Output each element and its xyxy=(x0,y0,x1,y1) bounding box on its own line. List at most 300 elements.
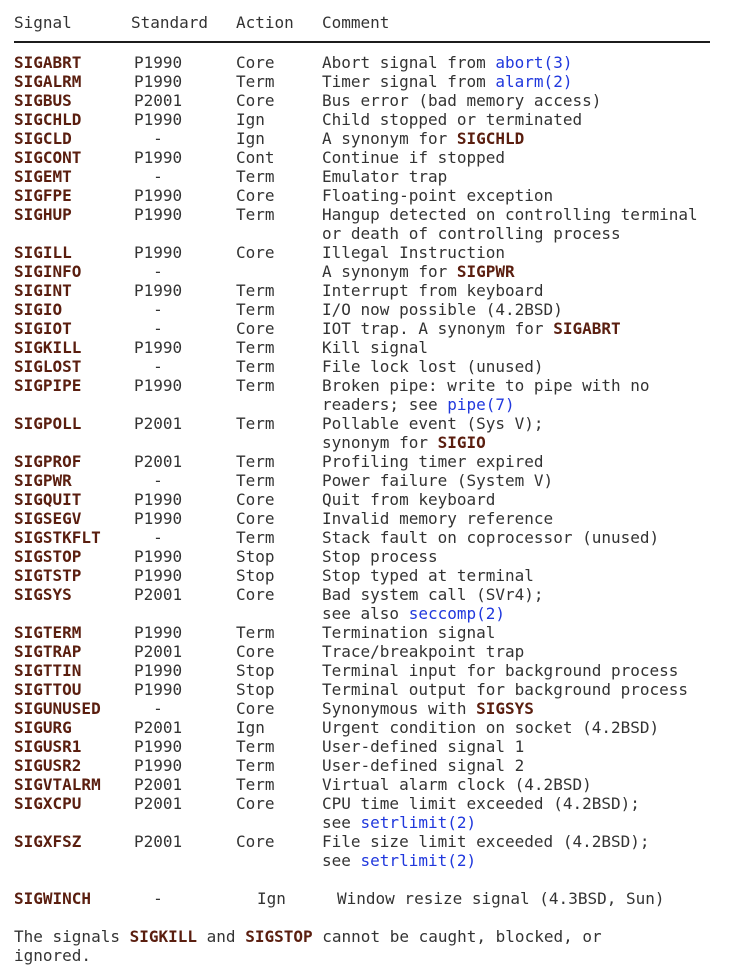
standard-cell: P2001 xyxy=(134,794,183,813)
comment-line xyxy=(322,110,739,129)
standard-cell: P1990 xyxy=(134,72,183,91)
comment-line xyxy=(322,737,739,756)
comment-text: Child stopped or terminated xyxy=(322,110,583,129)
action-cell: Ign xyxy=(236,718,265,737)
comment-line xyxy=(322,756,739,775)
comment-text: synonym for xyxy=(322,433,438,452)
signal-name: SIGXCPU xyxy=(14,794,82,813)
comment-line xyxy=(322,661,739,680)
comment-text: Abort signal from xyxy=(322,53,496,72)
standard-cell: P1990 xyxy=(134,148,183,167)
comment-cell xyxy=(322,661,739,680)
comment-cell xyxy=(322,737,739,756)
table-row-sigstkflt xyxy=(14,528,739,547)
action-cell: Stop xyxy=(236,661,275,680)
standard-cell: - xyxy=(153,319,163,338)
signal-name: SIGPROF xyxy=(14,452,82,471)
action-cell: Core xyxy=(236,794,275,813)
comment-text: Stack fault on coprocessor (unused) xyxy=(322,528,660,547)
table-row-sigpipe xyxy=(14,376,739,414)
table-row-sigquit xyxy=(14,490,739,509)
action-cell: Term xyxy=(236,376,275,395)
signal-name: SIGPWR xyxy=(14,471,72,490)
signal-name: SIGWINCH xyxy=(14,889,92,908)
comment-line xyxy=(322,72,739,91)
column-header-standard: Standard xyxy=(131,13,209,32)
comment-cell xyxy=(322,319,739,338)
action-cell: Term xyxy=(236,300,275,319)
action-cell: Core xyxy=(236,699,275,718)
standard-cell: P2001 xyxy=(134,718,183,737)
signal-name: SIGTTIN xyxy=(14,661,82,680)
comment-line xyxy=(322,338,739,357)
table-row-sighup xyxy=(14,205,739,243)
comment-text: Urgent condition on socket (4.2BSD) xyxy=(322,718,660,737)
comment-cell xyxy=(322,338,739,357)
comment-text: cannot be caught, blocked, or xyxy=(312,927,602,946)
signal-name: SIGEMT xyxy=(14,167,72,186)
signal-name: SIGVTALRM xyxy=(14,775,101,794)
action-cell: Stop xyxy=(236,547,275,566)
table-row-sigio xyxy=(14,300,739,319)
table-row-sigunused xyxy=(14,699,739,718)
signal-name: SIGUNUSED xyxy=(14,699,101,718)
action-cell: Core xyxy=(236,53,275,72)
comment-line xyxy=(322,91,739,110)
comment-cell xyxy=(322,775,739,794)
action-cell: Core xyxy=(236,509,275,528)
comment-line xyxy=(322,376,739,395)
standard-cell: P1990 xyxy=(134,338,183,357)
action-cell: Core xyxy=(236,243,275,262)
signal-name: SIGILL xyxy=(14,243,72,262)
table-row-sigcld xyxy=(14,129,739,148)
action-cell: Term xyxy=(236,756,275,775)
signal-name: SIGSEGV xyxy=(14,509,82,528)
comment-text: Terminal input for background process xyxy=(322,661,679,680)
standard-cell: P2001 xyxy=(134,452,183,471)
action-cell: Ign xyxy=(257,889,286,908)
table-row-sigusr2 xyxy=(14,756,739,775)
comment-text: Broken pipe: write to pipe with no xyxy=(322,376,650,395)
action-cell: Term xyxy=(236,775,275,794)
comment-line xyxy=(322,528,739,547)
comment-cell xyxy=(322,262,739,281)
signal-name: SIGTTOU xyxy=(14,680,82,699)
comment-line xyxy=(322,243,739,262)
comment-line xyxy=(322,718,739,737)
signal-ref: SIGABRT xyxy=(553,319,621,338)
comment-text: readers; see xyxy=(322,395,448,414)
table-row-sigvtalrm xyxy=(14,775,739,794)
standard-cell: P1990 xyxy=(134,110,183,129)
action-cell: Stop xyxy=(236,680,275,699)
man-page-link[interactable]: alarm(2) xyxy=(495,72,573,91)
signal-ref: SIGSYS xyxy=(476,699,534,718)
comment-text: Synonymous with xyxy=(322,699,477,718)
comment-cell xyxy=(322,72,739,91)
comment-text: Pollable event (Sys V); xyxy=(322,414,544,433)
standard-cell: P2001 xyxy=(134,642,183,661)
comment-cell xyxy=(322,186,739,205)
comment-text: The signals xyxy=(14,927,130,946)
action-cell: Term xyxy=(236,205,275,224)
comment-text: Stop typed at terminal xyxy=(322,566,534,585)
table-row-sigemt xyxy=(14,167,739,186)
standard-cell: - xyxy=(153,167,163,186)
action-cell: Core xyxy=(236,585,275,604)
man-page-link[interactable]: seccomp(2) xyxy=(408,604,506,623)
comment-cell xyxy=(322,585,739,623)
table-row-sigterm xyxy=(14,623,739,642)
comment-line xyxy=(322,604,739,623)
comment-line xyxy=(322,224,739,243)
signal-ref: SIGPWR xyxy=(456,262,515,281)
comment-line xyxy=(322,490,739,509)
comment-text: Profiling timer expired xyxy=(322,452,544,471)
action-cell: Ign xyxy=(236,110,265,129)
signal-name: SIGTRAP xyxy=(14,642,82,661)
table-row-sigcont xyxy=(14,148,739,167)
comment-text: Bus error (bad memory access) xyxy=(322,91,602,110)
comment-cell xyxy=(322,528,739,547)
comment-cell xyxy=(322,642,739,661)
standard-cell: P1990 xyxy=(134,661,183,680)
action-cell: Term xyxy=(236,414,275,433)
comment-line xyxy=(322,623,739,642)
comment-cell xyxy=(322,205,739,243)
action-cell: Core xyxy=(236,186,275,205)
action-cell: Term xyxy=(236,737,275,756)
signal-name: SIGSTOP xyxy=(14,547,82,566)
standard-cell: P2001 xyxy=(134,585,183,604)
table-row-sigkill xyxy=(14,338,739,357)
standard-cell: - xyxy=(153,889,163,908)
comment-text: Termination signal xyxy=(322,623,496,642)
comment-line xyxy=(322,262,739,281)
comment-cell xyxy=(322,718,739,737)
table-header-row xyxy=(14,13,739,32)
comment-text: see xyxy=(322,851,361,870)
action-cell: Cont xyxy=(236,148,275,167)
table-row-sigint xyxy=(14,281,739,300)
comment-text: Power failure (System V) xyxy=(322,471,554,490)
signal-ref: SIGSTOP xyxy=(245,927,313,946)
standard-cell: P1990 xyxy=(134,205,183,224)
standard-cell: - xyxy=(153,471,163,490)
standard-cell: P2001 xyxy=(134,91,183,110)
action-cell: Core xyxy=(236,642,275,661)
table-row-sigurg xyxy=(14,718,739,737)
comment-line xyxy=(337,889,739,908)
comment-line xyxy=(322,281,739,300)
footer-gap xyxy=(14,908,739,927)
standard-cell: P1990 xyxy=(134,566,183,585)
comment-cell xyxy=(337,889,739,908)
standard-cell: P1990 xyxy=(134,281,183,300)
standard-cell: P1990 xyxy=(134,756,183,775)
standard-cell: - xyxy=(153,262,163,281)
comment-text: CPU time limit exceeded (4.2BSD); xyxy=(322,794,640,813)
comment-cell xyxy=(322,110,739,129)
standard-cell: P1990 xyxy=(134,623,183,642)
table-row-sigpwr xyxy=(14,471,739,490)
standard-cell: P1990 xyxy=(134,547,183,566)
comment-text: and xyxy=(197,927,246,946)
table-row-sigfpe xyxy=(14,186,739,205)
action-cell: Core xyxy=(236,91,275,110)
table-row-sigxfsz xyxy=(14,832,739,870)
signal-name: SIGPIPE xyxy=(14,376,82,395)
table-rule xyxy=(14,41,710,43)
table-row-sigstop xyxy=(14,547,739,566)
table-row-sigttou xyxy=(14,680,739,699)
standard-cell: P1990 xyxy=(134,376,183,395)
signal-name: SIGINFO xyxy=(14,262,82,281)
comment-text: Timer signal from xyxy=(322,72,496,91)
table-row-siginfo xyxy=(14,262,739,281)
comment-cell xyxy=(322,490,739,509)
standard-cell: P1990 xyxy=(134,53,183,72)
comment-cell xyxy=(322,300,739,319)
comment-cell xyxy=(322,148,739,167)
signal-name: SIGIOT xyxy=(14,319,72,338)
table-row-siglost xyxy=(14,357,739,376)
comment-cell xyxy=(322,699,739,718)
comment-line xyxy=(322,547,739,566)
comment-text: Trace/breakpoint trap xyxy=(322,642,525,661)
action-cell: Term xyxy=(236,452,275,471)
action-cell: Ign xyxy=(236,129,265,148)
signal-name: SIGUSR1 xyxy=(14,737,82,756)
table-row-sigalrm xyxy=(14,72,739,91)
comment-line xyxy=(322,832,739,851)
comment-text: Bad system call (SVr4); xyxy=(322,585,544,604)
table-row-sigchld xyxy=(14,110,739,129)
comment-text: Stop process xyxy=(322,547,438,566)
signal-name: SIGHUP xyxy=(14,205,72,224)
standard-cell: - xyxy=(153,300,163,319)
man-page-link[interactable]: setrlimit(2) xyxy=(360,813,477,832)
man-page-link[interactable]: abort(3) xyxy=(495,53,573,72)
standard-cell: P1990 xyxy=(134,680,183,699)
comment-cell xyxy=(322,566,739,585)
comment-line xyxy=(322,813,739,832)
comment-cell xyxy=(322,756,739,775)
signal-name: SIGSTKFLT xyxy=(14,528,101,547)
action-cell: Stop xyxy=(236,566,275,585)
comment-text: Kill signal xyxy=(322,338,428,357)
comment-cell xyxy=(322,832,739,870)
comment-text: Window resize signal (4.3BSD, Sun) xyxy=(337,889,665,908)
signal-name: SIGTERM xyxy=(14,623,82,642)
table-row-sigtrap xyxy=(14,642,739,661)
signal-name: SIGCHLD xyxy=(14,110,82,129)
table-row-sigiot xyxy=(14,319,739,338)
comment-cell xyxy=(322,547,739,566)
comment-text: Continue if stopped xyxy=(322,148,506,167)
signal-name: SIGSYS xyxy=(14,585,72,604)
comment-line xyxy=(322,585,739,604)
signal-name: SIGKILL xyxy=(14,338,82,357)
comment-text: Illegal Instruction xyxy=(322,243,506,262)
column-header-action: Action xyxy=(236,13,294,32)
signal-name: SIGFPE xyxy=(14,186,72,205)
action-cell: Core xyxy=(236,319,275,338)
comment-text: A synonym for xyxy=(322,262,457,281)
signal-name: SIGIO xyxy=(14,300,63,319)
comment-cell xyxy=(322,794,739,832)
table-row-sigabrt xyxy=(14,53,739,72)
signal-name: SIGPOLL xyxy=(14,414,82,433)
comment-cell xyxy=(322,129,739,148)
header-rule-line xyxy=(14,32,739,53)
standard-cell: - xyxy=(153,129,163,148)
signal-table-body xyxy=(14,53,739,870)
standard-cell: P1990 xyxy=(134,243,183,262)
comment-line xyxy=(322,186,739,205)
comment-line xyxy=(322,319,739,338)
comment-text: Quit from keyboard xyxy=(322,490,496,509)
comment-text: User-defined signal 1 xyxy=(322,737,525,756)
comment-cell xyxy=(322,471,739,490)
table-row-sigsegv xyxy=(14,509,739,528)
footer-line xyxy=(14,946,739,965)
signal-name: SIGXFSZ xyxy=(14,832,82,851)
action-cell: Term xyxy=(236,528,275,547)
comment-line xyxy=(322,851,739,870)
standard-cell: P2001 xyxy=(134,775,183,794)
table-row-sigprof xyxy=(14,452,739,471)
comment-text: Invalid memory reference xyxy=(322,509,554,528)
comment-line xyxy=(322,452,739,471)
action-cell: Core xyxy=(236,490,275,509)
standard-cell: P2001 xyxy=(134,832,183,851)
standard-cell: - xyxy=(153,699,163,718)
signal-name: SIGALRM xyxy=(14,72,82,91)
standard-cell: P1990 xyxy=(134,737,183,756)
footer-line xyxy=(14,927,739,946)
comment-cell xyxy=(322,167,739,186)
standard-cell: P1990 xyxy=(134,509,183,528)
man-page-link[interactable]: setrlimit(2) xyxy=(360,851,477,870)
table-gap xyxy=(14,870,739,889)
comment-cell xyxy=(322,376,739,414)
standard-cell: P1990 xyxy=(134,490,183,509)
comment-line xyxy=(322,414,739,433)
signal-ref: SIGIO xyxy=(437,433,486,452)
comment-text: Virtual alarm clock (4.2BSD) xyxy=(322,775,592,794)
signal-name: SIGLOST xyxy=(14,357,82,376)
table-row-sigsys xyxy=(14,585,739,623)
standard-cell: - xyxy=(153,357,163,376)
signal-name: SIGBUS xyxy=(14,91,72,110)
comment-cell xyxy=(322,91,739,110)
comment-line xyxy=(322,642,739,661)
comment-cell xyxy=(322,509,739,528)
action-cell: Term xyxy=(236,623,275,642)
comment-cell xyxy=(322,243,739,262)
comment-text: IOT trap. A synonym for xyxy=(322,319,554,338)
table-row-sigill xyxy=(14,243,739,262)
signal-name: SIGURG xyxy=(14,718,72,737)
footer-note xyxy=(14,927,739,965)
comment-line xyxy=(322,167,739,186)
comment-line xyxy=(322,680,739,699)
comment-line xyxy=(322,509,739,528)
action-cell: Term xyxy=(236,72,275,91)
comment-line xyxy=(322,300,739,319)
standard-cell: P2001 xyxy=(134,414,183,433)
comment-line xyxy=(322,775,739,794)
comment-cell xyxy=(322,452,739,471)
comment-line xyxy=(322,794,739,813)
column-header-signal: Signal xyxy=(14,13,72,32)
comment-text: Terminal output for background process xyxy=(322,680,689,699)
action-cell xyxy=(236,262,322,281)
comment-text: File size limit exceeded (4.2BSD); xyxy=(322,832,650,851)
comment-line xyxy=(322,148,739,167)
comment-line xyxy=(322,53,739,72)
signal-ref: SIGCHLD xyxy=(456,129,525,148)
signal-name: SIGUSR2 xyxy=(14,756,82,775)
table-row-sigpoll xyxy=(14,414,739,452)
action-cell: Term xyxy=(236,338,275,357)
comment-line xyxy=(322,433,739,452)
comment-text: see also xyxy=(322,604,409,623)
table-row-sigttin xyxy=(14,661,739,680)
comment-text: or death of controlling process xyxy=(322,224,621,243)
signal-table-continuation xyxy=(14,889,739,908)
signal-name: SIGCLD xyxy=(14,129,72,148)
action-cell: Term xyxy=(236,281,275,300)
comment-text: File lock lost (unused) xyxy=(322,357,544,376)
action-cell: Term xyxy=(236,471,275,490)
comment-text: Hangup detected on controlling terminal xyxy=(322,205,698,224)
comment-line xyxy=(322,471,739,490)
comment-text: I/O now possible (4.2BSD) xyxy=(322,300,563,319)
comment-cell xyxy=(322,53,739,72)
comment-line xyxy=(322,566,739,585)
comment-cell xyxy=(322,623,739,642)
comment-line xyxy=(322,699,739,718)
action-cell: Term xyxy=(236,167,275,186)
signal-name: SIGQUIT xyxy=(14,490,82,509)
standard-cell: - xyxy=(153,528,163,547)
action-cell: Core xyxy=(236,832,275,851)
comment-cell xyxy=(322,281,739,300)
table-row-sigwinch xyxy=(14,889,739,908)
signal-ref: SIGKILL xyxy=(129,927,198,946)
comment-line xyxy=(322,357,739,376)
signal-name: SIGINT xyxy=(14,281,72,300)
comment-text: Floating-point exception xyxy=(322,186,554,205)
comment-cell xyxy=(322,680,739,699)
signal-name: SIGABRT xyxy=(14,53,82,72)
man-page-link[interactable]: pipe(7) xyxy=(447,395,515,414)
comment-cell xyxy=(322,357,739,376)
signal-name: SIGCONT xyxy=(14,148,82,167)
comment-text: see xyxy=(322,813,361,832)
signal-name: SIGTSTP xyxy=(14,566,82,585)
comment-cell xyxy=(322,414,739,452)
table-row-sigusr1 xyxy=(14,737,739,756)
comment-line xyxy=(322,395,739,414)
standard-cell: P1990 xyxy=(134,186,183,205)
table-row-sigxcpu xyxy=(14,794,739,832)
column-header-comment: Comment xyxy=(322,13,390,32)
comment-text: Interrupt from keyboard xyxy=(322,281,544,300)
